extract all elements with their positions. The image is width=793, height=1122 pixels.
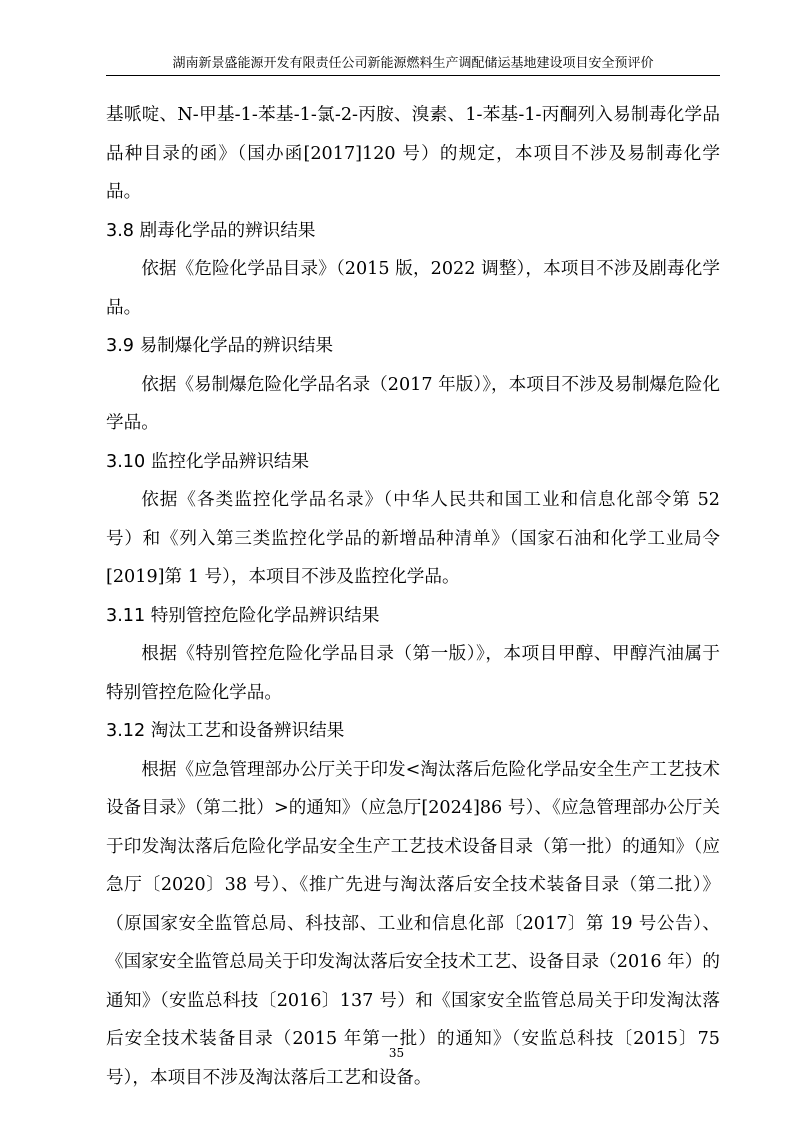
- page-header: 湖南新景盛能源开发有限责任公司新能源燃料生产调配储运基地建设项目安全预评价: [172, 56, 654, 71]
- paragraph-3-8: 依据《危险化学品目录》（2015 版，2022 调整），本项目不涉及剧毒化学品。: [106, 259, 720, 318]
- paragraph-3-9: 依据《易制爆危险化学品名录（2017 年版）》，本项目不涉及易制爆危险化学品。: [106, 374, 720, 433]
- section-heading-3-8: 3.8 剧毒化学品的辨识结果: [106, 220, 316, 241]
- paragraph-3-11: 根据《特别管控危险化学品目录（第一版）》，本项目甲醇、甲醇汽油属于特别管控危险化学品。: [106, 644, 720, 703]
- page-number: 35: [388, 1046, 405, 1060]
- section-heading-3-12: 3.12 淘汰工艺和设备辨识结果: [106, 721, 345, 741]
- section-heading-3-10: 3.10 监控化学品辨识结果: [106, 451, 310, 472]
- paragraph-continuation: 基哌啶、N-甲基-1-苯基-1-氯-2-丙胺、溴素、1-苯基-1-丙酮列入易制毒化学品品种目录的函》（国办函[2017]120 号）的规定，本项目不涉及易制毒化学品。: [106, 105, 720, 202]
- paragraph-3-12: 根据《应急管理部办公厅关于印发<淘汰落后危险化学品安全生产工艺技术设备目录》（第二批）>的通知》（应急厅[2024]86 号）、《应急管理部办公厅关于印发淘汰落后危险化学品安全生产工艺技术设备目录（第一批）的通知》（应急厅〔2020〕38 号）、《推广先进与淘汰落后安全技术装备目录（第二批）》（原国家安全监管总局、科技部、工业和信息化部〔2017〕第 19 号公告）、《国家安全监管总局关于印发淘汰落后安全技术工艺、设备目录（2016 年）的通知》（安监总科技〔2016〕137 号）和《国家安全监管总局关于印发淘汰落后安全技术装备目录（2015 年第一批）的通知》（安监总科技〔2015〕75 号），本项目不涉及淘汰落后工艺和设备。: [106, 759, 720, 1088]
- paragraph-3-10: 依据《各类监控化学品名录》（中华人民共和国工业和信息化部令第 52 号）和《列入第三类监控化学品的新增品种清单》（国家石油和化学工业局令[2019]第 1 号），本项目不涉及监控化学品。: [106, 490, 720, 587]
- document-body: [106, 96, 720, 1097]
- header-divider: [106, 75, 720, 76]
- section-heading-3-11: 3.11 特别管控危险化学品辨识结果: [106, 605, 380, 626]
- section-heading-3-9: 3.9 易制爆化学品的辨识结果: [106, 336, 334, 356]
